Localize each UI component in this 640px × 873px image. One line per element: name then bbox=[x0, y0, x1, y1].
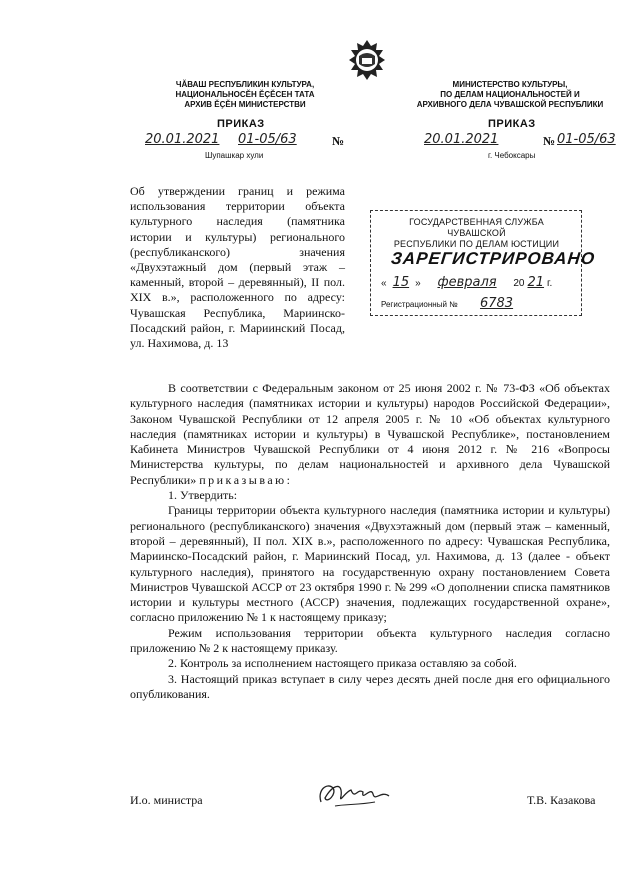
paragraph-item-1: 1. Утвердить: bbox=[168, 488, 238, 503]
header-left-line: ЧӐВАШ РЕСПУБЛИКИН КУЛЬТУРА, bbox=[175, 80, 315, 89]
header-left-number: 01-05/63 bbox=[238, 132, 297, 147]
stamp-reg-number-line bbox=[381, 296, 533, 311]
paragraph-item-2: 2. Контроль за исполнением настоящего приказа оставляю за собой. bbox=[168, 656, 517, 671]
header-right-line: АРХИВНОГО ДЕЛА ЧУВАШСКОЙ РЕСПУБЛИКИ bbox=[416, 100, 604, 109]
paragraph-item-3: 3. Настоящий приказ вступает в силу через десять дней после дня его официального опубликования. bbox=[130, 671, 610, 701]
paragraph-preamble bbox=[130, 381, 610, 488]
header-left-place: Шупашкар хули bbox=[205, 151, 264, 160]
header-left-prikaz: ПРИКАЗ bbox=[217, 118, 265, 130]
header-right-line: ПО ДЕЛАМ НАЦИОНАЛЬНОСТЕЙ И bbox=[440, 90, 580, 99]
stamp-date: « 15 » февраля 20 21 г. bbox=[381, 275, 553, 290]
stamp-line1: ГОСУДАРСТВЕННАЯ СЛУЖБА ЧУВАШСКОЙ bbox=[409, 217, 544, 238]
stamp-year-end: г. bbox=[547, 278, 553, 289]
stamp-year-suffix: 21 bbox=[527, 275, 545, 290]
stamp-year-prefix: 20 bbox=[513, 278, 525, 289]
header-left-date: 20.01.2021 bbox=[145, 132, 220, 147]
stamp-line2: РЕСПУБЛИКИ ПО ДЕЛАМ ЮСТИЦИИ bbox=[393, 239, 560, 249]
stamp-registered: ЗАРЕГИСТРИРОВАНО bbox=[390, 249, 597, 268]
header-right-date: 20.01.2021 bbox=[424, 132, 499, 147]
registration-stamp bbox=[370, 210, 597, 316]
header-right-line: МИНИСТЕРСТВО КУЛЬТУРЫ, bbox=[452, 80, 568, 89]
header-left-line: АРХИВ ĔҪĔН МИНИСТЕРСТВИ bbox=[184, 100, 306, 109]
stamp-day: 15 bbox=[392, 275, 410, 290]
document-body bbox=[130, 381, 610, 702]
signatory-position: И.о. министра bbox=[130, 793, 203, 807]
handwritten-signature bbox=[315, 778, 395, 817]
document-title: Об утверждении границ и режима использования территории объекта культурного наследия (памятника истории и культуры) регионального (республиканского) значения «Двухэтажный дом (первый этаж – каменный, второй – деревянный), II пол. XIX в.», расположенного по адресу: Чувашская Республика, Мариинско-Посадский район, г. Мариинский Посад, ул. Нахимова, д. 13 bbox=[130, 184, 345, 351]
preamble-text: В соответствии с Федеральным законом от 25 июня 2002 г. № 73-ФЗ «Об объектах культурного наследия (памятниках истории и культуры) народов Российской Федерации», Законом Чувашской Республики от 12 апреля 2005 г. № 10 «Об объектах культурного наследия (памятниках истории и культуры) в Чувашской Республике», постановлением Кабинета Министров Чувашской Республики от 4 июня 2012 г. № 216 «Вопросы Министерства культуры, по делам национальностей и архивного дела Чувашской Республики» bbox=[130, 381, 610, 487]
order-word: приказываю: bbox=[199, 472, 293, 487]
header-right-org bbox=[395, 80, 625, 110]
header-right-place: г. Чебоксары bbox=[488, 151, 536, 160]
header-right-prikaz: ПРИКАЗ bbox=[488, 118, 536, 130]
signatory-name: Т.В. Казакова bbox=[527, 793, 596, 807]
header-left-line: НАЦИОНАЛЬНОСĔН ĔҪĔСЕН ТАТА bbox=[175, 90, 315, 99]
header-left-number-sign: № bbox=[332, 134, 345, 148]
paragraph-regime: Режим использования территории объекта культурного наследия согласно приложению № 2 к настоящему приказу. bbox=[130, 625, 610, 656]
header-right-number-sign: № bbox=[543, 134, 556, 148]
coat-of-arms-icon bbox=[345, 38, 389, 82]
header-left-org bbox=[150, 80, 340, 110]
stamp-month: февраля bbox=[437, 275, 497, 290]
stamp-reg-label: Регистрационный № bbox=[381, 300, 458, 309]
stamp-agency bbox=[379, 217, 574, 250]
header-right-number: 01-05/63 bbox=[557, 132, 616, 147]
paragraph-boundaries: Границы территории объекта культурного наследия (памятника истории и культуры) регионального (республиканского) значения «Двухэтажный дом (первый этаж – каменный, второй – деревянный), II пол. XIX в.», расположенного по адресу: Чувашская Республика, Мариинско-Посадский район, г. Мариинский Посад, ул. Нахимова, д. 13 (далее - объект культурного наследия), принятого на государственную охрану постановлением Совета Министров Чувашской АССР от 23 октября 1990 г. № 299 «О дополнении списка памятников истории и культуры местного (АССР) значения, подлежащих государственной охране», согласно приложению № 1 к настоящему приказу; bbox=[130, 503, 610, 625]
stamp-reg-number: 6783 bbox=[479, 296, 514, 311]
